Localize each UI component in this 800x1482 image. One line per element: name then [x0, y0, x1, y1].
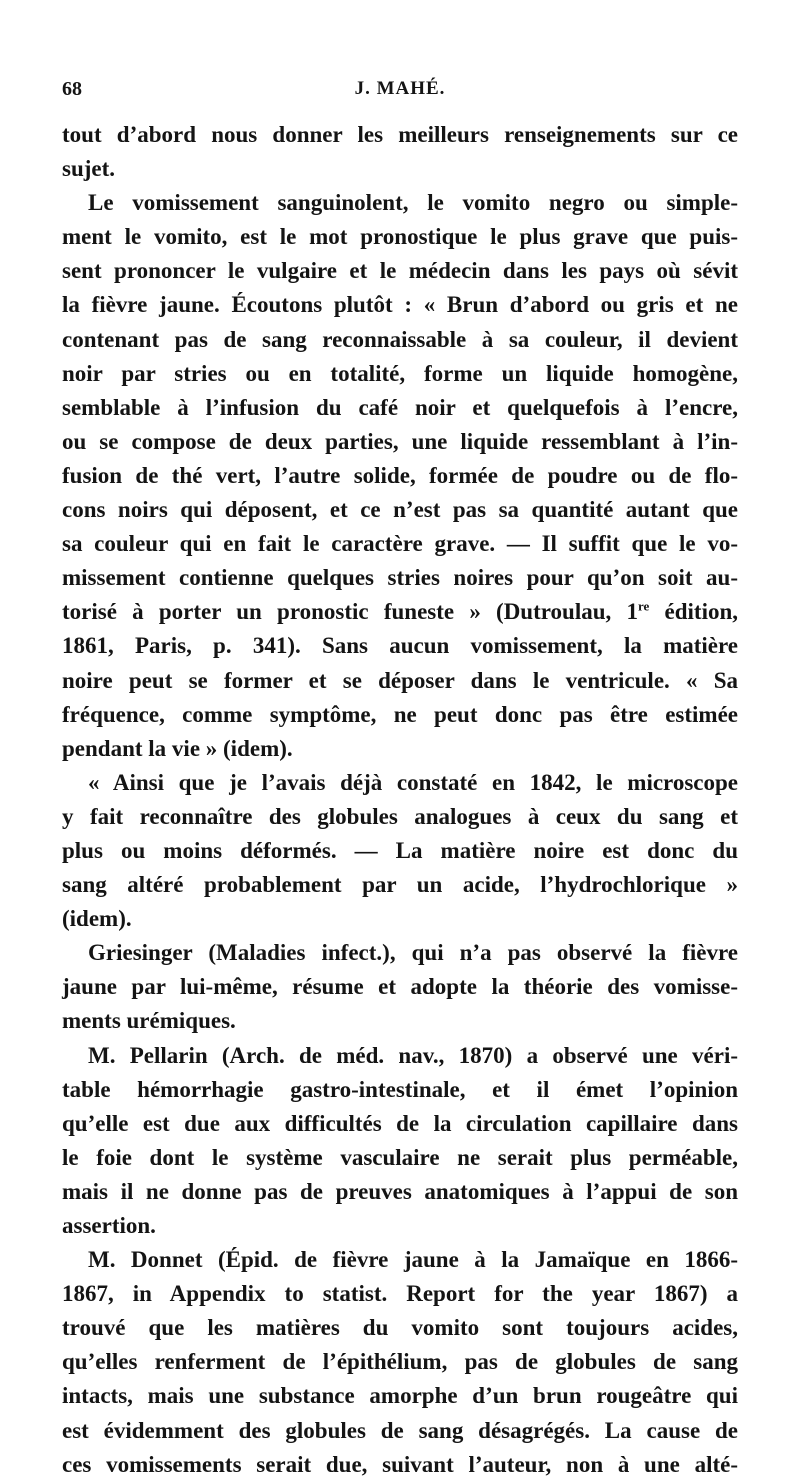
text-line: pendant la vie » (idem).	[62, 735, 293, 761]
text-segment: torisé à porter un pronostic funeste » (Dutroulau, 1	[62, 599, 638, 625]
text-line: la fièvre jaune. Écoutons plutôt : « Brun d’abord ou gris et ne	[62, 292, 738, 318]
text-line: le foie dont le système vasculaire ne serait plus perméable,	[62, 1144, 738, 1170]
text-line: sang altéré probablement par un acide, l’hydrochlorique »	[62, 872, 738, 898]
text-line: noire peut se former et se déposer dans le ventricule. « Sa	[62, 667, 738, 693]
text-segment: édition,	[649, 599, 739, 625]
text-line: M. Pellarin (Arch. de méd. nav., 1870) a observé une véri-	[88, 1042, 738, 1068]
text-line: Le vomissement sanguinolent, le vomito negro ou simple-	[88, 190, 738, 216]
text-line: contenant pas de sang reconnaissable à sa couleur, il devient	[62, 326, 738, 352]
body-text	[62, 118, 738, 1482]
superscript: re	[638, 598, 650, 614]
text-line: sent prononcer le vulgaire et le médecin dans les pays où sévit	[62, 258, 738, 284]
page-header	[62, 78, 738, 108]
text-line: « Ainsi que je l’avais déjà constaté en 1842, le microscope	[88, 769, 738, 795]
text-line: fréquence, comme symptôme, ne peut donc pas être estimée	[62, 701, 738, 727]
text-line: intacts, mais une substance amorphe d’un brun rougeâtre qui	[62, 1383, 738, 1409]
text-line: noir par stries ou en totalité, forme un liquide homogène,	[62, 360, 738, 386]
text-line: jaune par lui-même, résume et adopte la théorie des vomisse-	[62, 974, 738, 1000]
text-line: trouvé que les matières du vomito sont toujours acides,	[62, 1315, 738, 1341]
text-line: table hémorrhagie gastro-intestinale, et il émet l’opinion	[62, 1076, 738, 1102]
text-line: Griesinger (Maladies infect.), qui n’a pas observé la fièvre	[88, 940, 738, 966]
page-number: 68	[62, 78, 82, 100]
text-line: est évidemment des globules de sang désagrégés. La cause de	[62, 1417, 738, 1443]
text-line: M. Donnet (Épid. de fièvre jaune à la Jamaïque en 1866-	[88, 1247, 738, 1273]
text-line: 1861, Paris, p. 341). Sans aucun vomissement, la matière	[62, 633, 738, 659]
text-line: assertion.	[62, 1213, 156, 1238]
text-line: missement contienne quelques stries noires pour qu’on soit au-	[62, 565, 738, 591]
text-line: cons noirs qui déposent, et ce n’est pas sa quantité autant que	[62, 497, 738, 523]
text-line: ments urémiques.	[62, 1008, 236, 1034]
text-line	[62, 595, 738, 629]
text-line: plus ou moins déformés. — La matière noire est donc du	[62, 837, 738, 863]
text-line: sujet.	[62, 156, 116, 182]
text-line: tout d’abord nous donner les meilleurs renseignements sur ce	[62, 122, 738, 147]
text-line: y fait reconnaître des globules analogues à ceux du sang et	[62, 803, 738, 829]
text-line: sa couleur qui en fait le caractère grave. — Il suffit que le vo-	[62, 531, 738, 557]
running-title: J. MAHÉ.	[354, 78, 446, 99]
text-line: semblable à l’infusion du café noir et quelquefois à l’encre,	[62, 394, 738, 420]
text-line: ou se compose de deux parties, une liquide ressemblant à l’in-	[62, 428, 738, 454]
text-line: ces vomissements serait due, suivant l’auteur, non à une alté-	[62, 1451, 738, 1477]
text-line: ment le vomito, est le mot pronostique le plus grave que puis-	[62, 224, 738, 250]
text-line: qu’elles renferment de l’épithélium, pas de globules de sang	[62, 1349, 738, 1375]
text-line: mais il ne donne pas de preuves anatomiques à l’appui de son	[62, 1178, 738, 1204]
text-line: 1867, in Appendix to statist. Report for the year 1867) a	[62, 1281, 738, 1307]
text-line: (idem).	[62, 906, 132, 932]
text-line: qu’elle est due aux difficultés de la circulation capillaire dans	[62, 1110, 738, 1136]
text-line: fusion de thé vert, l’autre solide, formée de poudre ou de flo-	[62, 462, 738, 488]
